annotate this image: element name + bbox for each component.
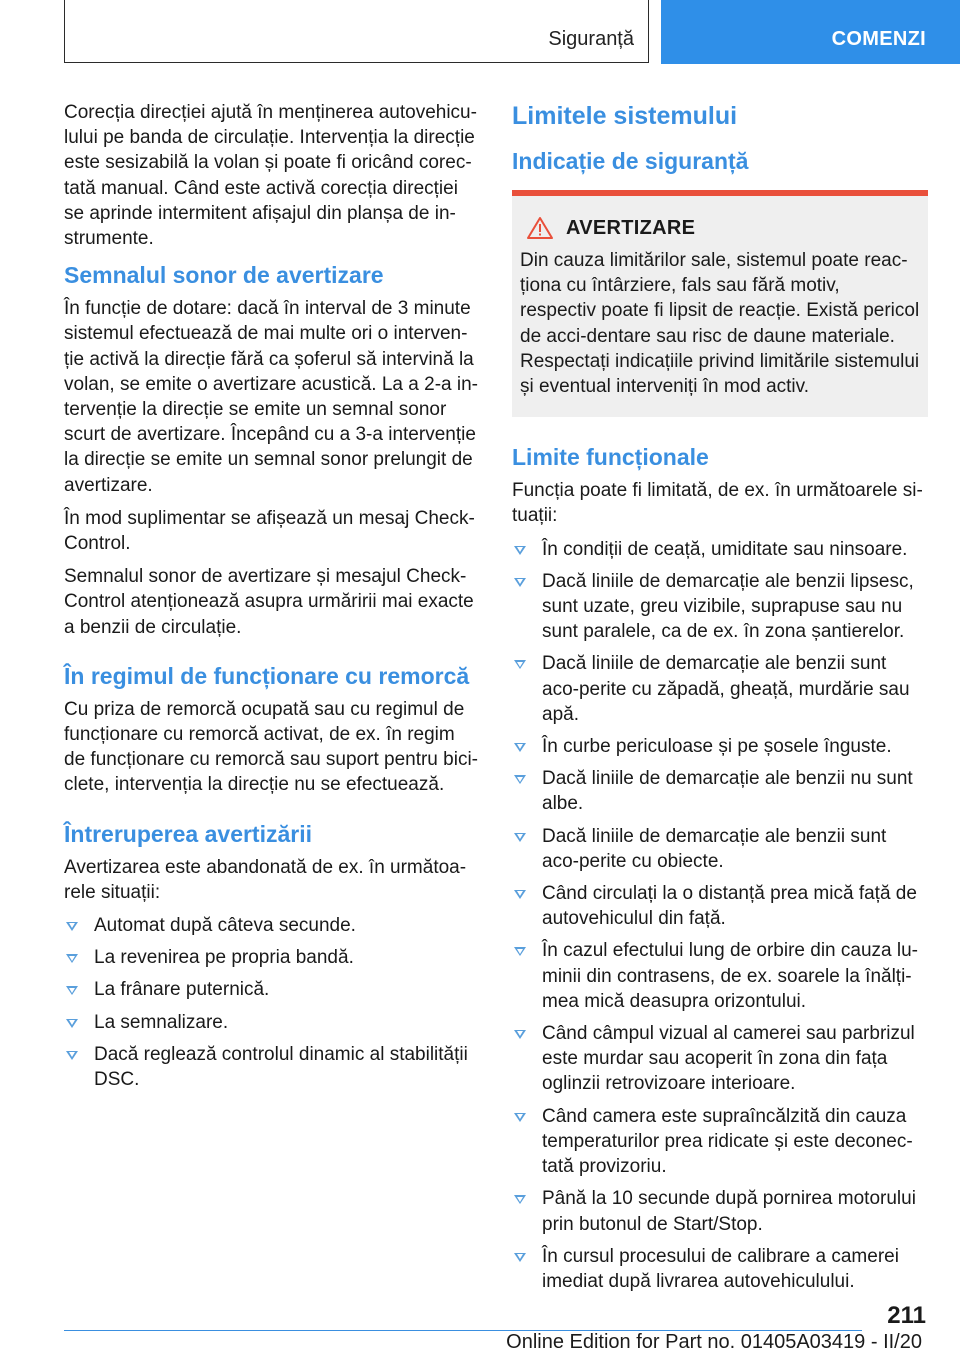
triangle-bullet-icon	[514, 1030, 526, 1039]
list-item: În cazul efectului lung de orbire din cauza lu-minii din contrasens, de ex. soarele la înălți-mea mică deasupra orizontului.	[512, 938, 928, 1014]
triangle-bullet-icon	[514, 1195, 526, 1204]
triangle-bullet-icon	[514, 947, 526, 956]
functional-paragraph: Funcția poate fi limitată, de ex. în următoarele si-tuații:	[512, 480, 923, 527]
interrupt-paragraph: Avertizarea este abandonată de ex. în următoa-rele situații:	[64, 856, 467, 903]
interrupt-list	[64, 913, 480, 1092]
warning-sound-paragraph-1: În funcție de dotare: dacă în interval de 3 minute sistemul efectuează de mai multe ori o interven-ție activă la direcție fără ca șoferul să intervină la volan, se emite o avertizare acustică. La a 2-a in-tervenție la direcție se emite un semnal sonor scurt de avertizare. Începând cu a 3-a intervenție la direcție se emite un semnal sonor prelungit de avertizare.	[64, 298, 478, 496]
warning-sound-paragraph-2: În mod suplimentar se afișează un mesaj Check-Control.	[64, 507, 475, 555]
safety-heading: Indicație de siguranță	[512, 148, 749, 174]
warning-title: AVERTIZARE	[566, 216, 696, 239]
list-item: Dacă liniile de demarcație ale benzii nu sunt albe.	[512, 766, 928, 816]
list-item: La frânare puternică.	[64, 977, 480, 1002]
list-item: Când circulați la o distanță prea mică față de autovehiculul din față.	[512, 881, 928, 931]
triangle-bullet-icon	[514, 578, 526, 587]
list-item: Când camera este supraîncălzită din cauza temperaturilor prea ridicate și este deconec-tată provizoriu.	[512, 1104, 928, 1180]
triangle-bullet-icon	[66, 954, 78, 963]
triangle-bullet-icon	[514, 743, 526, 752]
section-title: Siguranță	[548, 28, 634, 50]
triangle-bullet-icon	[514, 775, 526, 784]
triangle-bullet-icon	[514, 1253, 526, 1262]
warning-header	[520, 216, 920, 240]
functional-list	[512, 537, 928, 1294]
list-item: Dacă liniile de demarcație ale benzii lipsesc, sunt uzate, greu vizibile, suprapuse sau nu sunt paralele, ca de ex. în zona șantierelor.	[512, 569, 928, 645]
list-item: În cursul procesului de calibrare a camerei imediat după livrarea autovehiculului.	[512, 1244, 928, 1294]
warning-box	[512, 190, 928, 417]
intro-paragraph: Corecția direcției ajută în menținerea autovehicu-lului pe banda de circulație. Intervenția la direcție este sesizabilă la volan și poate fi oricând corec-tată manual. Când este activă corecția direcției se aprinde intermitent afișajul din planșa de in-strumente.	[64, 102, 477, 250]
triangle-bullet-icon	[514, 660, 526, 669]
list-item: Dacă liniile de demarcație ale benzii sunt aco-perite cu zăpadă, gheață, murdărie sau apă.	[512, 651, 928, 727]
list-item: Până la 10 secunde după pornirea motorului prin butonul de Start/Stop.	[512, 1186, 928, 1236]
trailer-heading: În regimul de funcționare cu remorcă	[64, 662, 470, 689]
triangle-bullet-icon	[66, 1051, 78, 1060]
interrupt-heading: Întreruperea avertizării	[64, 820, 313, 847]
limits-heading: Limitele sistemului	[512, 102, 738, 130]
triangle-bullet-icon	[514, 833, 526, 842]
triangle-bullet-icon	[66, 1019, 78, 1028]
section-tab	[64, 0, 649, 63]
footer-edition: Online Edition for Part no. 01405A03419 - II/20	[506, 1331, 922, 1353]
triangle-bullet-icon	[66, 986, 78, 995]
chapter-title: COMENZI	[831, 28, 926, 50]
page-header	[0, 0, 960, 66]
warning-text: Din cauza limitărilor sale, sistemul poate reac-ționa cu întârziere, fals sau fără motiv, respectiv poate fi lipsit de reacție. Există pericol de acci-dentare sau risc de daune materiale. Respectați indicațiile privind limitările sistemului și eventual interveniți în mod activ.	[520, 250, 920, 398]
page-number: 211	[887, 1302, 926, 1329]
list-item: Dacă reglează controlul dinamic al stabilității DSC.	[64, 1042, 480, 1092]
list-item: Când câmpul vizual al camerei sau parbrizul este murdar sau acoperit în zona din fața oglinzii retrovizoare interioare.	[512, 1021, 928, 1097]
trailer-paragraph: Cu priza de remorcă ocupată sau cu regimul de funcționare cu remorcă activat, de ex. în regim de funcționare cu remorcă sau suport pentru bici-clete, intervenția la direcție nu se efectuează.	[64, 698, 478, 796]
triangle-bullet-icon	[514, 546, 526, 555]
triangle-bullet-icon	[514, 1113, 526, 1122]
left-column	[64, 100, 480, 1099]
list-item: La semnalizare.	[64, 1010, 480, 1035]
triangle-bullet-icon	[66, 922, 78, 931]
warning-sound-heading: Semnalul sonor de avertizare	[64, 262, 384, 289]
warning-triangle-icon	[526, 216, 554, 240]
warning-sound-paragraph-3: Semnalul sonor de avertizare și mesajul Check-Control atenționează asupra urmăririi mai exacte a benzii de circulație.	[64, 566, 474, 638]
list-item: Automat după câteva secunde.	[64, 913, 480, 938]
list-item: În condiții de ceață, umiditate sau ninsoare.	[512, 537, 928, 562]
list-item: În curbe periculoase și pe șosele înguste.	[512, 734, 928, 759]
functional-heading: Limite funcționale	[512, 444, 709, 471]
right-column	[512, 100, 928, 1301]
list-item: La revenirea pe propria bandă.	[64, 945, 480, 970]
triangle-bullet-icon	[514, 890, 526, 899]
chapter-tab	[661, 0, 960, 64]
list-item: Dacă liniile de demarcație ale benzii sunt aco-perite cu obiecte.	[512, 824, 928, 874]
